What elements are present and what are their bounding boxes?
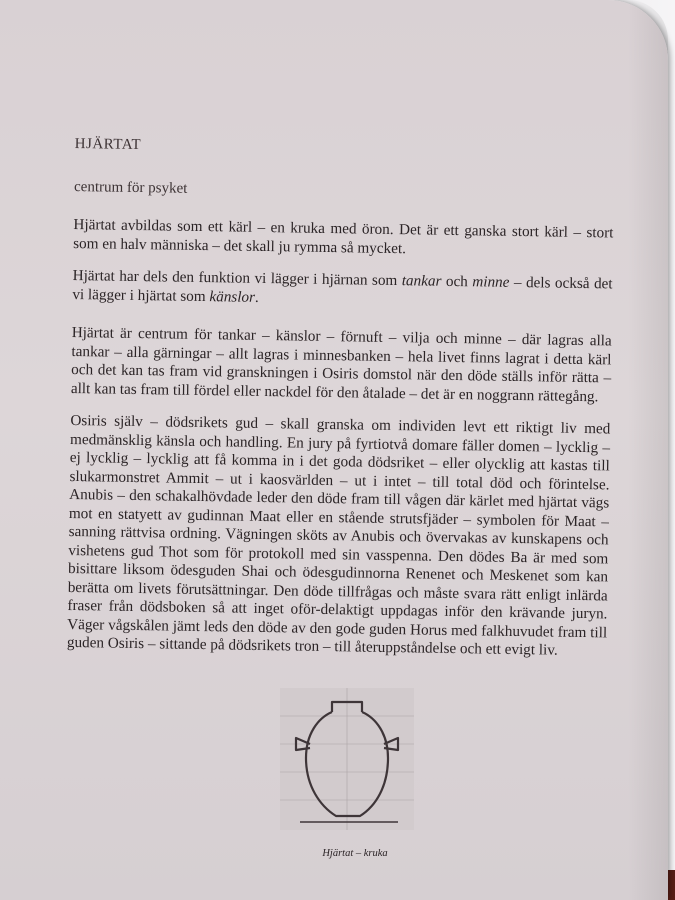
chapter-subheading: centrum för psyket <box>73 178 188 197</box>
italic-term: minne <box>472 273 510 291</box>
paragraph-text: Hjärtat är centrum för tankar – känslor – förnuft – vilja och minne – där lagras alla tankar – alla gärningar – allt lagras i minnesbanken – hela livet finns lagrat i detta kärl och det kan tas fram vid granskningen i Osiris domstol när den döde ställs inför rätta – allt kan tas fram till fördel eller nackdel för den åtalade – det är en noggrann rättegång. <box>70 323 612 405</box>
paragraph-2 <box>72 267 613 312</box>
vessel-with-handles-drawing-icon <box>280 688 414 830</box>
paragraph-text: Osiris själv – dödsrikets gud – skall granska om individen levt ett riktigt liv med medmänsklig känsla och handling. En jury på fyrtiotvå domare fäller domen – lycklig – ej lycklig – lycklig att få komma in i det goda dödsriket – eller olycklig att kastas till slukarmonstret Ammit – ut i kaosvärlden – ut i intet – till total död och förintelse. Anubis – den schakalhövdade leder den döde fram till vågen där kärlet med hjärtat vägs mot en statyett av gudinnan Maat eller en stående strutsfjäder – symbolen för Maat – sanning rättvisa ordning. Vägningen sköts av Anubis och övervakas av kunskapens och vishetens gud Thot som för protokoll med sin vasspenna. Den dödes Ba är med som bisittare liksom ödesguden Shai och ödesgudinnorna Renenet och Meskenet som kan berätta om livets förutsättningar. Den döde tillfrågas och måste svara rätt enligt inlärda fraser från dödsboken så att inget oför-delaktigt uppdagas inför den krävande juryn. Väger vågskålen jämt leds den döde av den gode guden Horus med falkhuvudet fram till guden Osiris – sittande på dödsrikets tron – till återuppståndelse och ett evigt liv. <box>66 411 611 659</box>
paragraph-text: och <box>441 272 473 291</box>
figure-caption: Hjärtat – kruka <box>322 848 388 859</box>
paragraph-text: Hjärtat har dels den funktion vi lägger i hjärnan som <box>72 266 402 290</box>
paragraph-1 <box>73 216 614 261</box>
paragraph-3 <box>71 324 612 406</box>
paragraph-text: . <box>254 288 259 306</box>
paragraph-4 <box>67 412 611 661</box>
chapter-heading: HJÄRTAT <box>74 135 142 154</box>
paragraph-text: – dels också det vi lägger i hjärtat som <box>72 273 613 305</box>
italic-term: tankar <box>401 272 442 290</box>
paragraph-text: Hjärtat avbildas som ett kärl – en kruka med öron. Det är ett ganska stort kärl – stort som en halv människa – det skall ju rymma så mycket. <box>73 215 614 257</box>
italic-term: känslor <box>209 287 256 306</box>
page-content <box>67 128 615 661</box>
page-curl-shadow <box>628 0 668 900</box>
